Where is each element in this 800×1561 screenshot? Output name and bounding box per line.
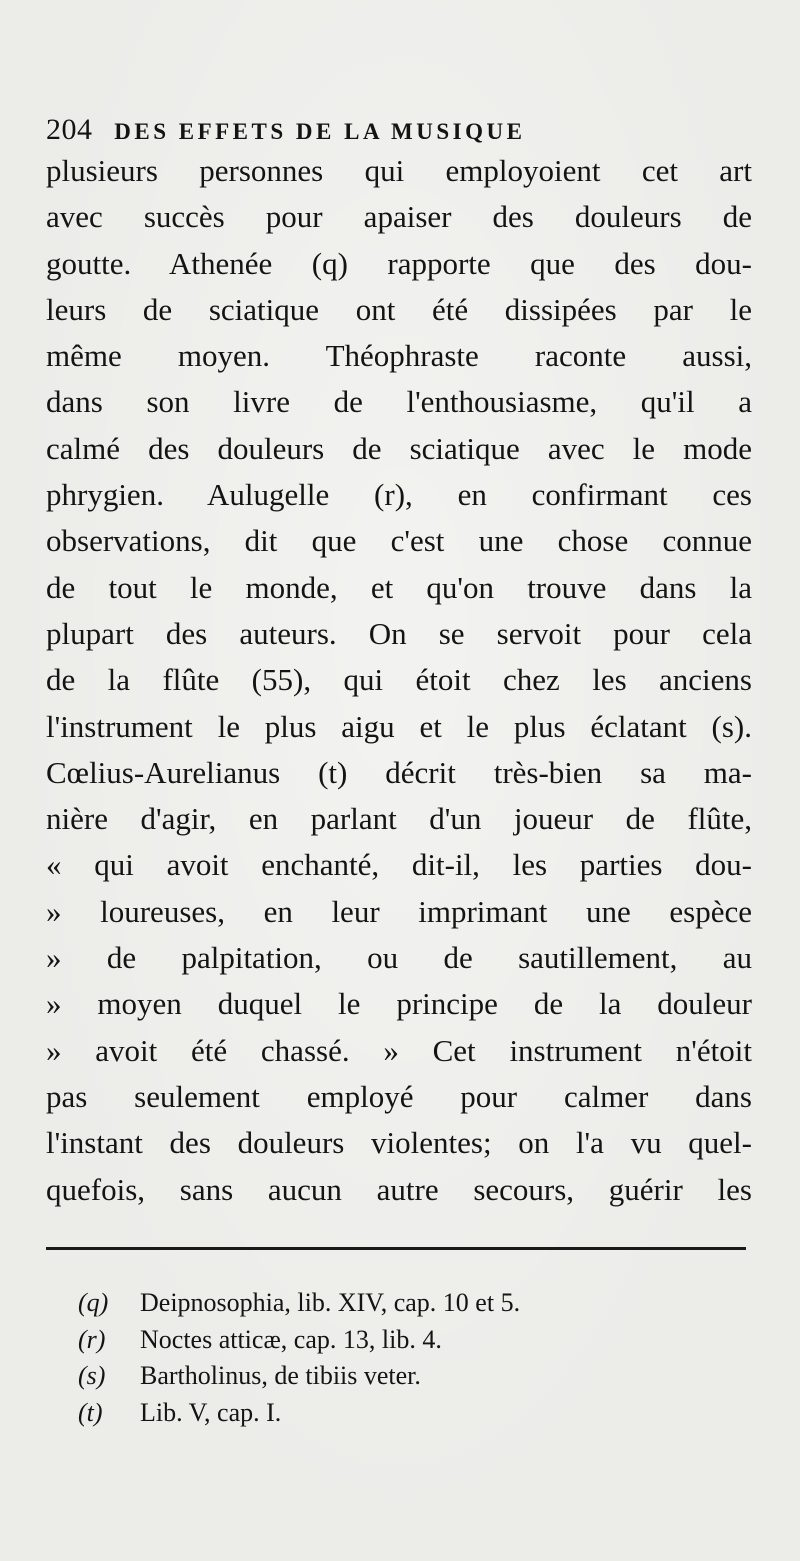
footnote-divider: [46, 1247, 746, 1250]
footnote-text: Deipnosophia, lib. XIV, cap. 10 et 5.: [140, 1288, 521, 1317]
footnote: [78, 1358, 738, 1395]
text-line: goutte. Athenée (q) rapporte que des dou-: [46, 245, 752, 281]
body-text: [46, 148, 752, 1213]
text-line: de la flûte (55), qui étoit chez les anciens: [46, 662, 752, 698]
text-line: avec succès pour apaiser des douleurs de: [46, 199, 752, 235]
text-line: l'instrument le plus aigu et le plus éclatant (s).: [46, 708, 752, 744]
footnotes: [78, 1285, 738, 1431]
text-line: l'instant des douleurs violentes; on l'a vu quel-: [46, 1125, 752, 1161]
footnote: [78, 1285, 738, 1322]
page-number: 204: [46, 113, 93, 146]
text-line: » de palpitation, ou de sautillement, au: [46, 940, 752, 976]
footnote-text: Bartholinus, de tibiis veter.: [140, 1361, 421, 1390]
text-line: quefois, sans aucun autre secours, guérir les: [46, 1171, 752, 1207]
text-line: plupart des auteurs. On se servoit pour cela: [46, 615, 752, 651]
text-line: pas seulement employé pour calmer dans: [46, 1078, 752, 1114]
text-line: Cœlius-Aurelianus (t) décrit très-bien sa ma-: [46, 754, 752, 790]
text-line: » moyen duquel le principe de la douleur: [46, 986, 752, 1022]
text-line: dans son livre de l'enthousiasme, qu'il a: [46, 384, 752, 420]
footnote-text: Lib. V, cap. I.: [140, 1397, 282, 1427]
footnote-text: Noctes atticæ, cap. 13, lib. 4.: [140, 1324, 442, 1354]
running-title: DES EFFETS DE LA MUSIQUE: [114, 119, 526, 144]
footnote: [78, 1322, 738, 1359]
text-line: même moyen. Théophraste raconte aussi,: [46, 338, 752, 374]
text-line: nière d'agir, en parlant d'un joueur de flûte,: [46, 801, 752, 837]
footnote-marker: (t): [78, 1397, 103, 1427]
text-line: plusieurs personnes qui employoient cet art: [46, 153, 752, 188]
text-line: calmé des douleurs de sciatique avec le mode: [46, 430, 752, 466]
text-line: » avoit été chassé. » Cet instrument n'étoit: [46, 1032, 752, 1068]
text-line: phrygien. Aulugelle (r), en confirmant ces: [46, 477, 752, 513]
text-line: de tout le monde, et qu'on trouve dans la: [46, 569, 752, 605]
text-line: observations, dit que c'est une chose connue: [46, 523, 752, 559]
text-line: leurs de sciatique ont été dissipées par le: [46, 291, 752, 327]
footnote-marker: (r): [78, 1324, 106, 1354]
text-line: « qui avoit enchanté, dit-il, les parties dou-: [46, 847, 752, 883]
footnote-marker: (s): [78, 1361, 106, 1390]
footnote-marker: (q): [78, 1288, 109, 1317]
text-line: » loureuses, en leur imprimant une espèce: [46, 893, 752, 929]
page-header: [46, 108, 746, 152]
footnote: [78, 1395, 738, 1432]
